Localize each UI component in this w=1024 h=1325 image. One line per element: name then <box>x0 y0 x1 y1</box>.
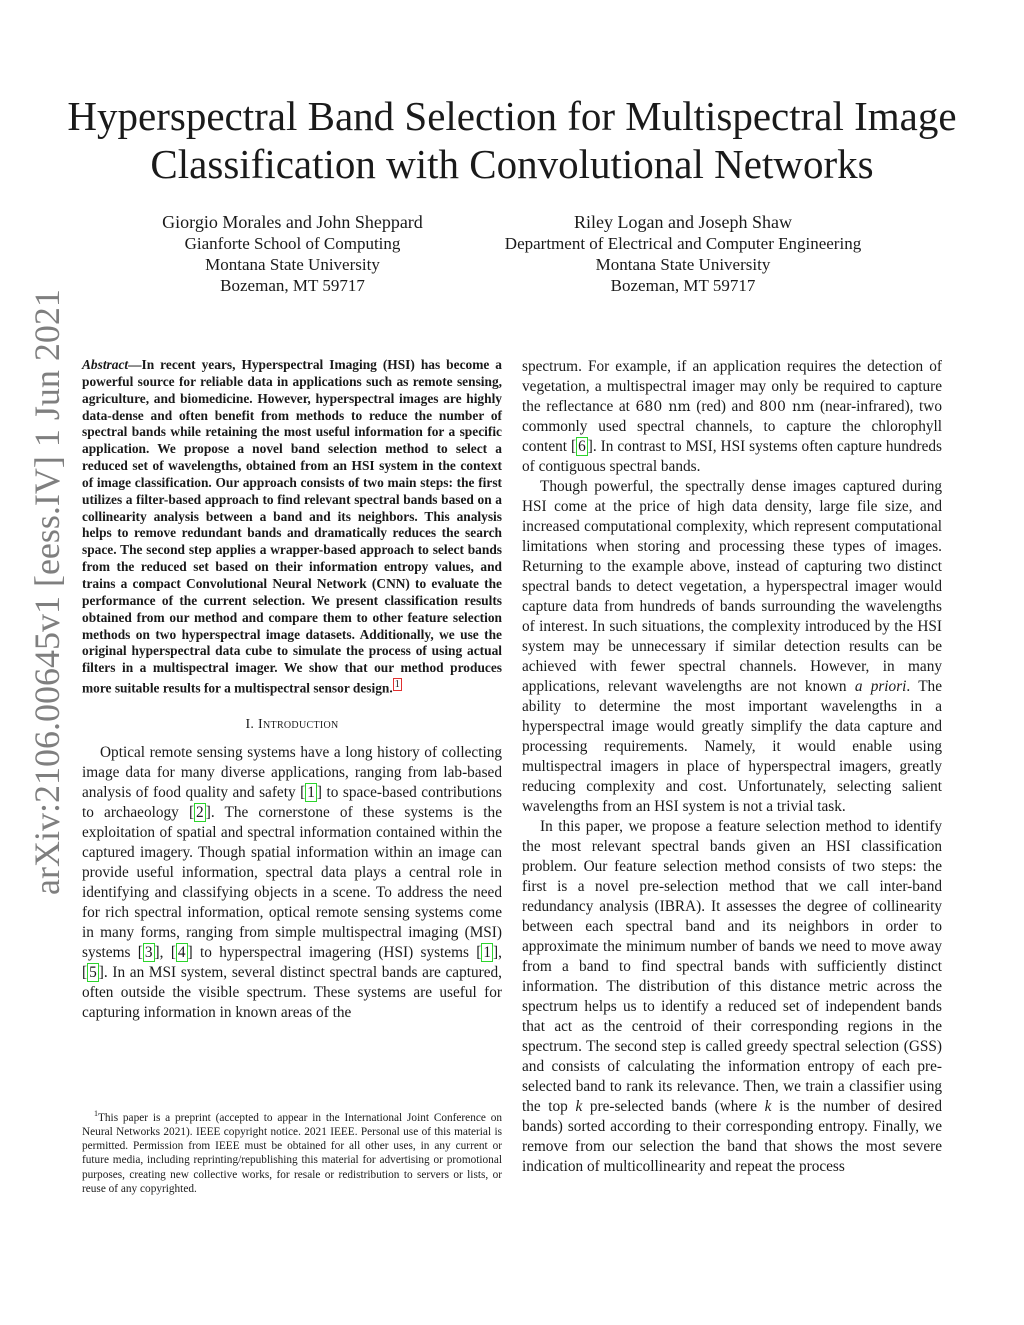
author-address: Bozeman, MT 59717 <box>610 276 756 295</box>
text-run: . The ability to determine the most important wavelengths in a hyperspectral image would greatly simplify the data capture and processing requirements. Namely, it would enable using multispectral imagers in place of hyperspectral imagers, greatly reducing complexity and cost. Unfortunately, selecting salient wavelengths from an HSI system is not a trivial task. <box>522 678 942 815</box>
section-heading <box>82 717 502 733</box>
abstract <box>82 357 502 697</box>
italic-text: k <box>575 1098 583 1115</box>
abstract-dash: — <box>128 357 142 372</box>
italic-text: k <box>764 1098 772 1115</box>
author-institution: Montana State University <box>595 255 771 274</box>
citation-link[interactable]: [ 6 ] <box>570 438 593 455</box>
text-run: . In an MSI system, several distinct spectral bands are captured, often outside the visible spectrum. These systems are useful for capturing information in known areas of the <box>82 964 502 1022</box>
left-column <box>82 357 502 1023</box>
text-run: In this paper, we propose a feature selection method to identify the most relevant spectral bands given an HSI classification problem. Our feature selection method consists of two steps: the first is a novel pre-selection method that we call inter-band redundancy analysis (IBRA). It assesses the degree of collinearity between each spectral band and its neighbors in order to approximate the minimum number of bands we need to move away from a band to find spectral bands with sufficiently distinct information. The distribution of this distance metric across the spectrum helps us to identify a reduced set of independent bands that act as the centroid of their corresponding regions in the spectrum. The second step is called greedy spectral selection (GSS) and consists of calculating the information entropy of each pre-selected band to rank its relevance. Then, we train a classifier using the top <box>522 818 942 1115</box>
body-paragraph <box>82 743 502 1023</box>
right-column <box>522 357 942 1177</box>
abstract-label: Abstract <box>82 357 129 372</box>
text-run: Optical remote sensing systems have a long history of collecting image data for many diverse applications, ranging from lab-based analysis of food quality and safety <box>82 744 502 802</box>
text-run: (red) and <box>690 398 760 415</box>
author-address: Bozeman, MT 59717 <box>220 276 365 295</box>
author-names: Riley Logan and Joseph Shaw <box>574 212 792 232</box>
author-affiliation: Gianforte School of Computing <box>184 234 401 253</box>
body-paragraph <box>522 477 942 817</box>
citation-link[interactable]: [ 5 ] <box>82 964 104 982</box>
citation-number[interactable]: 1 <box>483 944 492 962</box>
text-run: pre-selected bands (where <box>582 1098 765 1115</box>
text-run: , <box>498 944 502 962</box>
footnote-marker: 1 <box>94 1109 98 1118</box>
citation-number[interactable]: 6 <box>578 438 586 455</box>
author-affiliation: Department of Electrical and Computer Engineering <box>504 234 862 253</box>
text-run: Though powerful, the spectrally dense images captured during HSI come at the price of high data density, large file size, and increased computational complexity, which represent computational limitations when storing and processing these types of images. Returning to the example above, instead of capturing two distinct spectral bands to detect vegetation, a hyperspectral imager would capture data from hundreds of bands surrounding the wavelengths of interest. In such situations, the complexity introduced by the HSI system may be unnecessary if similar detection results can be achieved with fewer spectral channels. However, in many applications, relevant wavelengths are not known <box>522 478 942 695</box>
left-body-text <box>82 743 502 1023</box>
text-run: . In contrast to MSI, HSI systems often capture hundreds of contiguous spectral bands. <box>522 438 942 475</box>
right-body-text <box>522 357 942 1177</box>
body-paragraph <box>522 357 942 477</box>
paper-title: Hyperspectral Band Selection for Multispectral Image Classification with Convolutional Networks <box>67 93 957 187</box>
citation-number[interactable]: 3 <box>144 944 153 962</box>
section-number: I. <box>245 717 255 733</box>
footnote-text: This paper is a preprint (accepted to appear in the International Joint Conference on Neural Networks 2021). IEEE copyright notice. 2021 IEEE. Personal use of this material is permitted. Permission from IEEE must be obtained for all other uses, in any current or future media, including reprinting/republishing this material for advertising or promotional purposes, creating new collective works, for resale or redistribution to servers or lists, or reuse of any copyrighted. <box>82 1111 502 1195</box>
arxiv-identifier-stamp: arXiv:2106.00645v1 [eess.IV] 1 Jun 2021 <box>27 289 67 895</box>
author-names: Giorgio Morales and John Sheppard <box>162 212 423 232</box>
body-paragraph <box>522 817 942 1177</box>
section-title: Introduction <box>258 717 339 733</box>
text-run: to hyperspectral imagering (HSI) systems <box>192 944 477 962</box>
text-run: , <box>159 944 171 962</box>
citation-link[interactable]: [ 1 ] <box>476 944 499 962</box>
text-run: is the number of desired bands) sorted according to their corresponding entropy. Finally, we remove from our selection the band that shows the most severe indication of multicollinearity and repeat the process <box>522 1098 942 1175</box>
citation-number[interactable]: 4 <box>177 944 186 962</box>
citation-link[interactable]: [ 3 ] <box>137 944 160 962</box>
citation-link[interactable]: [ 2 ] <box>188 804 211 822</box>
text-run: to space-based contributions to archaeology <box>82 784 502 822</box>
footnote-link[interactable]: 1 <box>394 679 400 691</box>
citation-link[interactable]: [ 4 ] <box>170 944 193 962</box>
citation-number[interactable]: 5 <box>89 964 97 982</box>
text-run: (near-infrared), two commonly used spectral channels, to capture the chlorophyll content <box>522 398 943 455</box>
citation-number[interactable]: 2 <box>196 804 204 822</box>
italic-text: a priori <box>854 678 907 695</box>
author-institution: Montana State University <box>205 255 380 274</box>
author-block-right <box>495 212 871 296</box>
footnote <box>82 1107 502 1196</box>
author-block-left <box>140 212 445 296</box>
citation-number[interactable]: 1 <box>307 784 315 802</box>
citation-link[interactable]: [ 1 ] <box>300 784 322 802</box>
math-quantity: 800 nm <box>759 399 815 415</box>
abstract-text: In recent years, Hyperspectral Imaging (HSI) has become a powerful source for reliable data in applications such as remote sensing, agriculture, and biomedicine. However, hyperspectral images are highly data-dense and often benefit from methods to reduce the number of spectral bands while retaining the most useful information for a specific application. We propose a novel band selection method to select a reduced set of wavelengths, obtained from an HSI system in the context of image classification. Our approach consists of two main steps: the first utilizes a filter-based approach to find relevant spectral bands based on a collinearity analysis between a band and its neighbors. This analysis helps to remove redundant bands and dramatically reduces the search space. The second step applies a wrapper-based approach to select bands from the reduced set based on their information entropy values, and trains a compact Convolutional Neural Network (CNN) to evaluate the performance of the current selection. We present classification results obtained from our method and compare them to other feature selection methods on two hyperspectral image datasets. Additionally, we use the original hyperspectral data cube to simulate the process of using actual filters in a multispectral imager. We show that our method produces more suitable results for a multispectral sensor design. <box>82 357 502 696</box>
text-run: . The cornerstone of these systems is the exploitation of spatial and spectral information contained within the captured imagery. Though spatial information within an image can provide useful information, spectral data plays a central role in identifying and classifying objects in a scene. To address the need for rich spectral information, optical remote sensing systems come in many forms, ranging from simple multispectral imaging (MSI) systems <box>82 804 502 962</box>
text-run: spectrum. For example, if an application requires the detection of vegetation, a multispectral imager may only be required to capture the reflectance at <box>522 358 942 415</box>
math-quantity: 680 nm <box>635 399 691 415</box>
